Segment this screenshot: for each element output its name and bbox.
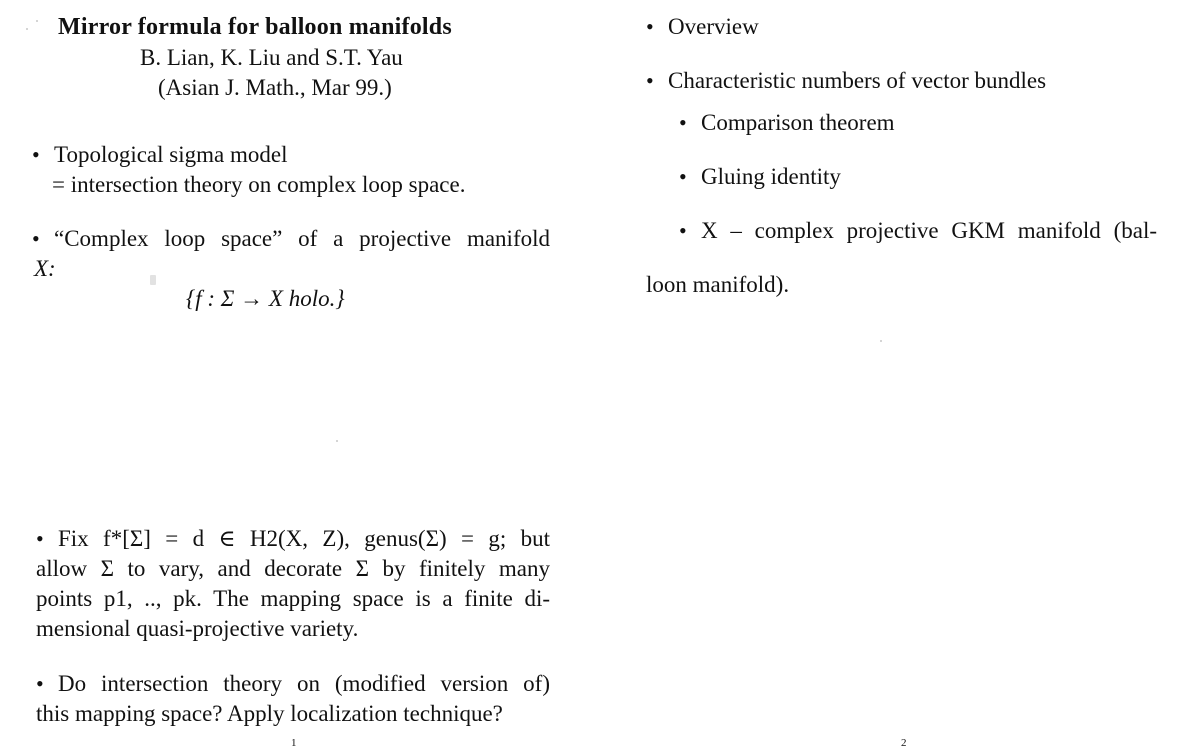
- page-number-2: 2: [901, 737, 907, 749]
- bullet-icon: •: [36, 671, 44, 696]
- outline-item-overview: [646, 12, 759, 42]
- bullet-complex-loop-space: [32, 224, 550, 254]
- bullet-4-line-1: Do intersection theory on (modified version of): [58, 671, 550, 696]
- bullet-3-line-3: points p1, .., pk. The mapping space is a finite di-: [36, 586, 550, 611]
- bullet-3-line-4: mensional quasi-projective variety.: [36, 616, 359, 641]
- outline-subitem-2-label: Gluing identity: [701, 164, 841, 189]
- outline-item-2-label: Characteristic numbers of vector bundles: [668, 68, 1047, 93]
- outline-subitem-comparison: [679, 108, 895, 138]
- paper-title: Mirror formula for balloon manifolds: [58, 14, 452, 40]
- bullet-4-line-2: this mapping space? Apply localization technique?: [36, 701, 503, 726]
- bullet-fix-degree: [36, 524, 550, 554]
- holomorphic-map-formula: {f : Σ → X holo.}: [186, 286, 345, 311]
- bullet-1-line-1: Topological sigma model: [54, 142, 288, 167]
- bullet-2-line-1: “Complex loop space” of a projective manifold: [54, 226, 550, 251]
- outline-subitem-1-label: Comparison theorem: [701, 110, 895, 135]
- bullet-3-line-1: Fix f*[Σ] = d ∈ H2(X, Z), genus(Σ) = g; but: [58, 526, 550, 551]
- bullet-icon: •: [679, 110, 687, 135]
- outline-subitem-3-line-2: loon manifold).: [646, 272, 790, 297]
- bullet-3-line-2: allow Σ to vary, and decorate Σ by finitely many: [36, 556, 550, 581]
- bullet-icon: •: [679, 218, 687, 243]
- outline-item-characteristic-numbers: [646, 66, 1046, 96]
- slide-page-2: [600, 0, 1200, 750]
- authors-line: B. Lian, K. Liu and S.T. Yau: [140, 45, 403, 70]
- bullet-topological-sigma: [32, 140, 287, 170]
- outline-subitem-gluing: [679, 162, 841, 192]
- bullet-2-line-2: X:: [34, 256, 56, 281]
- outline-subitem-3-line-1: X – complex projective GKM manifold (bal-: [701, 218, 1157, 243]
- bullet-icon: •: [32, 142, 40, 167]
- bullet-intersection-theory: [36, 669, 550, 699]
- bullet-icon: •: [646, 14, 654, 39]
- bullet-1-line-2: = intersection theory on complex loop space.: [52, 172, 466, 197]
- page-number-1: 1: [291, 737, 297, 749]
- outline-item-1-label: Overview: [668, 14, 759, 39]
- bullet-icon: •: [32, 226, 40, 251]
- bullet-icon: •: [36, 526, 44, 551]
- bullet-icon: •: [646, 68, 654, 93]
- bullet-icon: •: [679, 164, 687, 189]
- outline-subitem-gkm: [679, 216, 1157, 246]
- journal-line: (Asian J. Math., Mar 99.): [158, 75, 392, 100]
